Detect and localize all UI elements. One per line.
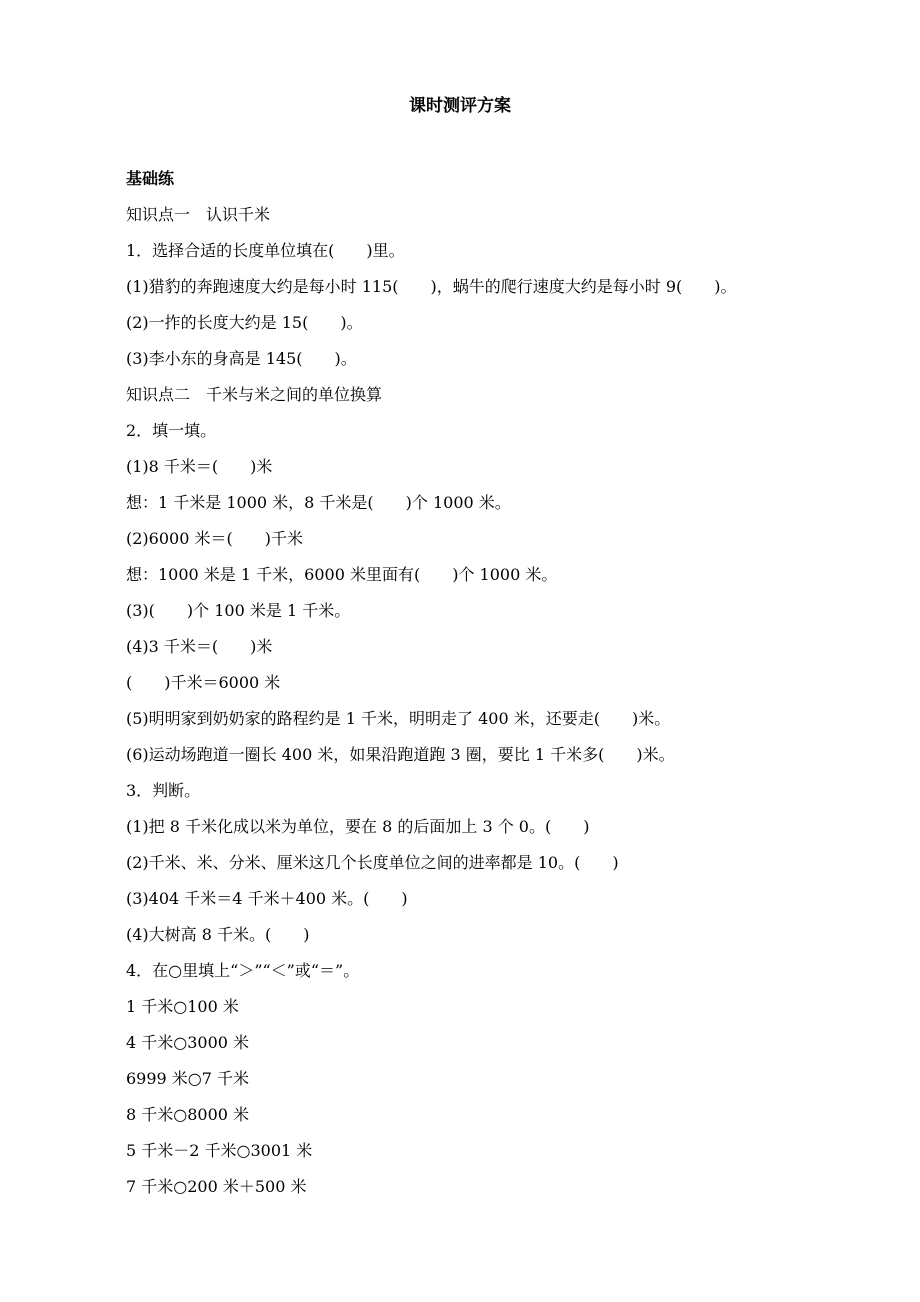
question-3-item-4: (4)大树高 8 千米。( ) [126,925,310,944]
knowledge-point-1-heading: 知识点一 认识千米 [126,205,271,224]
question-2-item-6: (6)运动场跑道一圈长 400 米，如果沿跑道跑 3 圈，要比 1 千米多( )米。 [126,745,675,764]
question-4-item-3: 6999 米○7 千米 [126,1069,250,1088]
section-heading-basic-practice: 基础练 [126,169,175,188]
question-2-item-4b: ( )千米＝6000 米 [126,673,281,692]
question-1-item-3: (3)李小东的身高是 145( )。 [126,349,357,368]
question-2-item-2-hint: 想：1000 米是 1 千米，6000 米里面有( )个 1000 米。 [126,565,558,584]
question-2-prompt: 2．填一填。 [126,421,217,440]
question-2-item-2: (2)6000 米＝( )千米 [126,529,303,548]
question-1-item-2: (2)一拃的长度大约是 15( )。 [126,313,363,332]
question-3-item-1: (1)把 8 千米化成以米为单位，要在 8 的后面加上 3 个 0。( ) [126,817,590,836]
question-4-item-2: 4 千米○3000 米 [126,1033,250,1052]
question-1-prompt: 1．选择合适的长度单位填在( )里。 [126,241,405,260]
document-body [126,166,846,1210]
question-4-item-5: 5 千米－2 千米○3001 米 [126,1141,313,1160]
question-3-prompt: 3．判断。 [126,781,201,800]
question-2-item-3: (3)( )个 100 米是 1 千米。 [126,601,351,620]
question-2-item-4: (4)3 千米＝( )米 [126,637,273,656]
question-1-item-1: (1)猎豹的奔跑速度大约是每小时 115( )，蜗牛的爬行速度大约是每小时 9( )。 [126,277,737,296]
page-title: 课时测评方案 [409,96,511,116]
question-3-item-2: (2)千米、米、分米、厘米这几个长度单位之间的进率都是 10。( ) [126,853,619,872]
question-2-item-1: (1)8 千米＝( )米 [126,457,273,476]
question-3-item-3: (3)404 千米＝4 千米＋400 米。( ) [126,889,408,908]
question-2-item-5: (5)明明家到奶奶家的路程约是 1 千米，明明走了 400 米，还要走( )米。 [126,709,671,728]
question-4-item-4: 8 千米○8000 米 [126,1105,250,1124]
question-4-prompt: 4．在○里填上“＞”“＜”或“＝”。 [126,961,360,980]
question-4-item-1: 1 千米○100 米 [126,997,239,1016]
knowledge-point-2-heading: 知识点二 千米与米之间的单位换算 [126,385,383,404]
question-2-item-1-hint: 想：1 千米是 1000 米，8 千米是( )个 1000 米。 [126,493,511,512]
question-4-item-6: 7 千米○200 米＋500 米 [126,1177,307,1196]
